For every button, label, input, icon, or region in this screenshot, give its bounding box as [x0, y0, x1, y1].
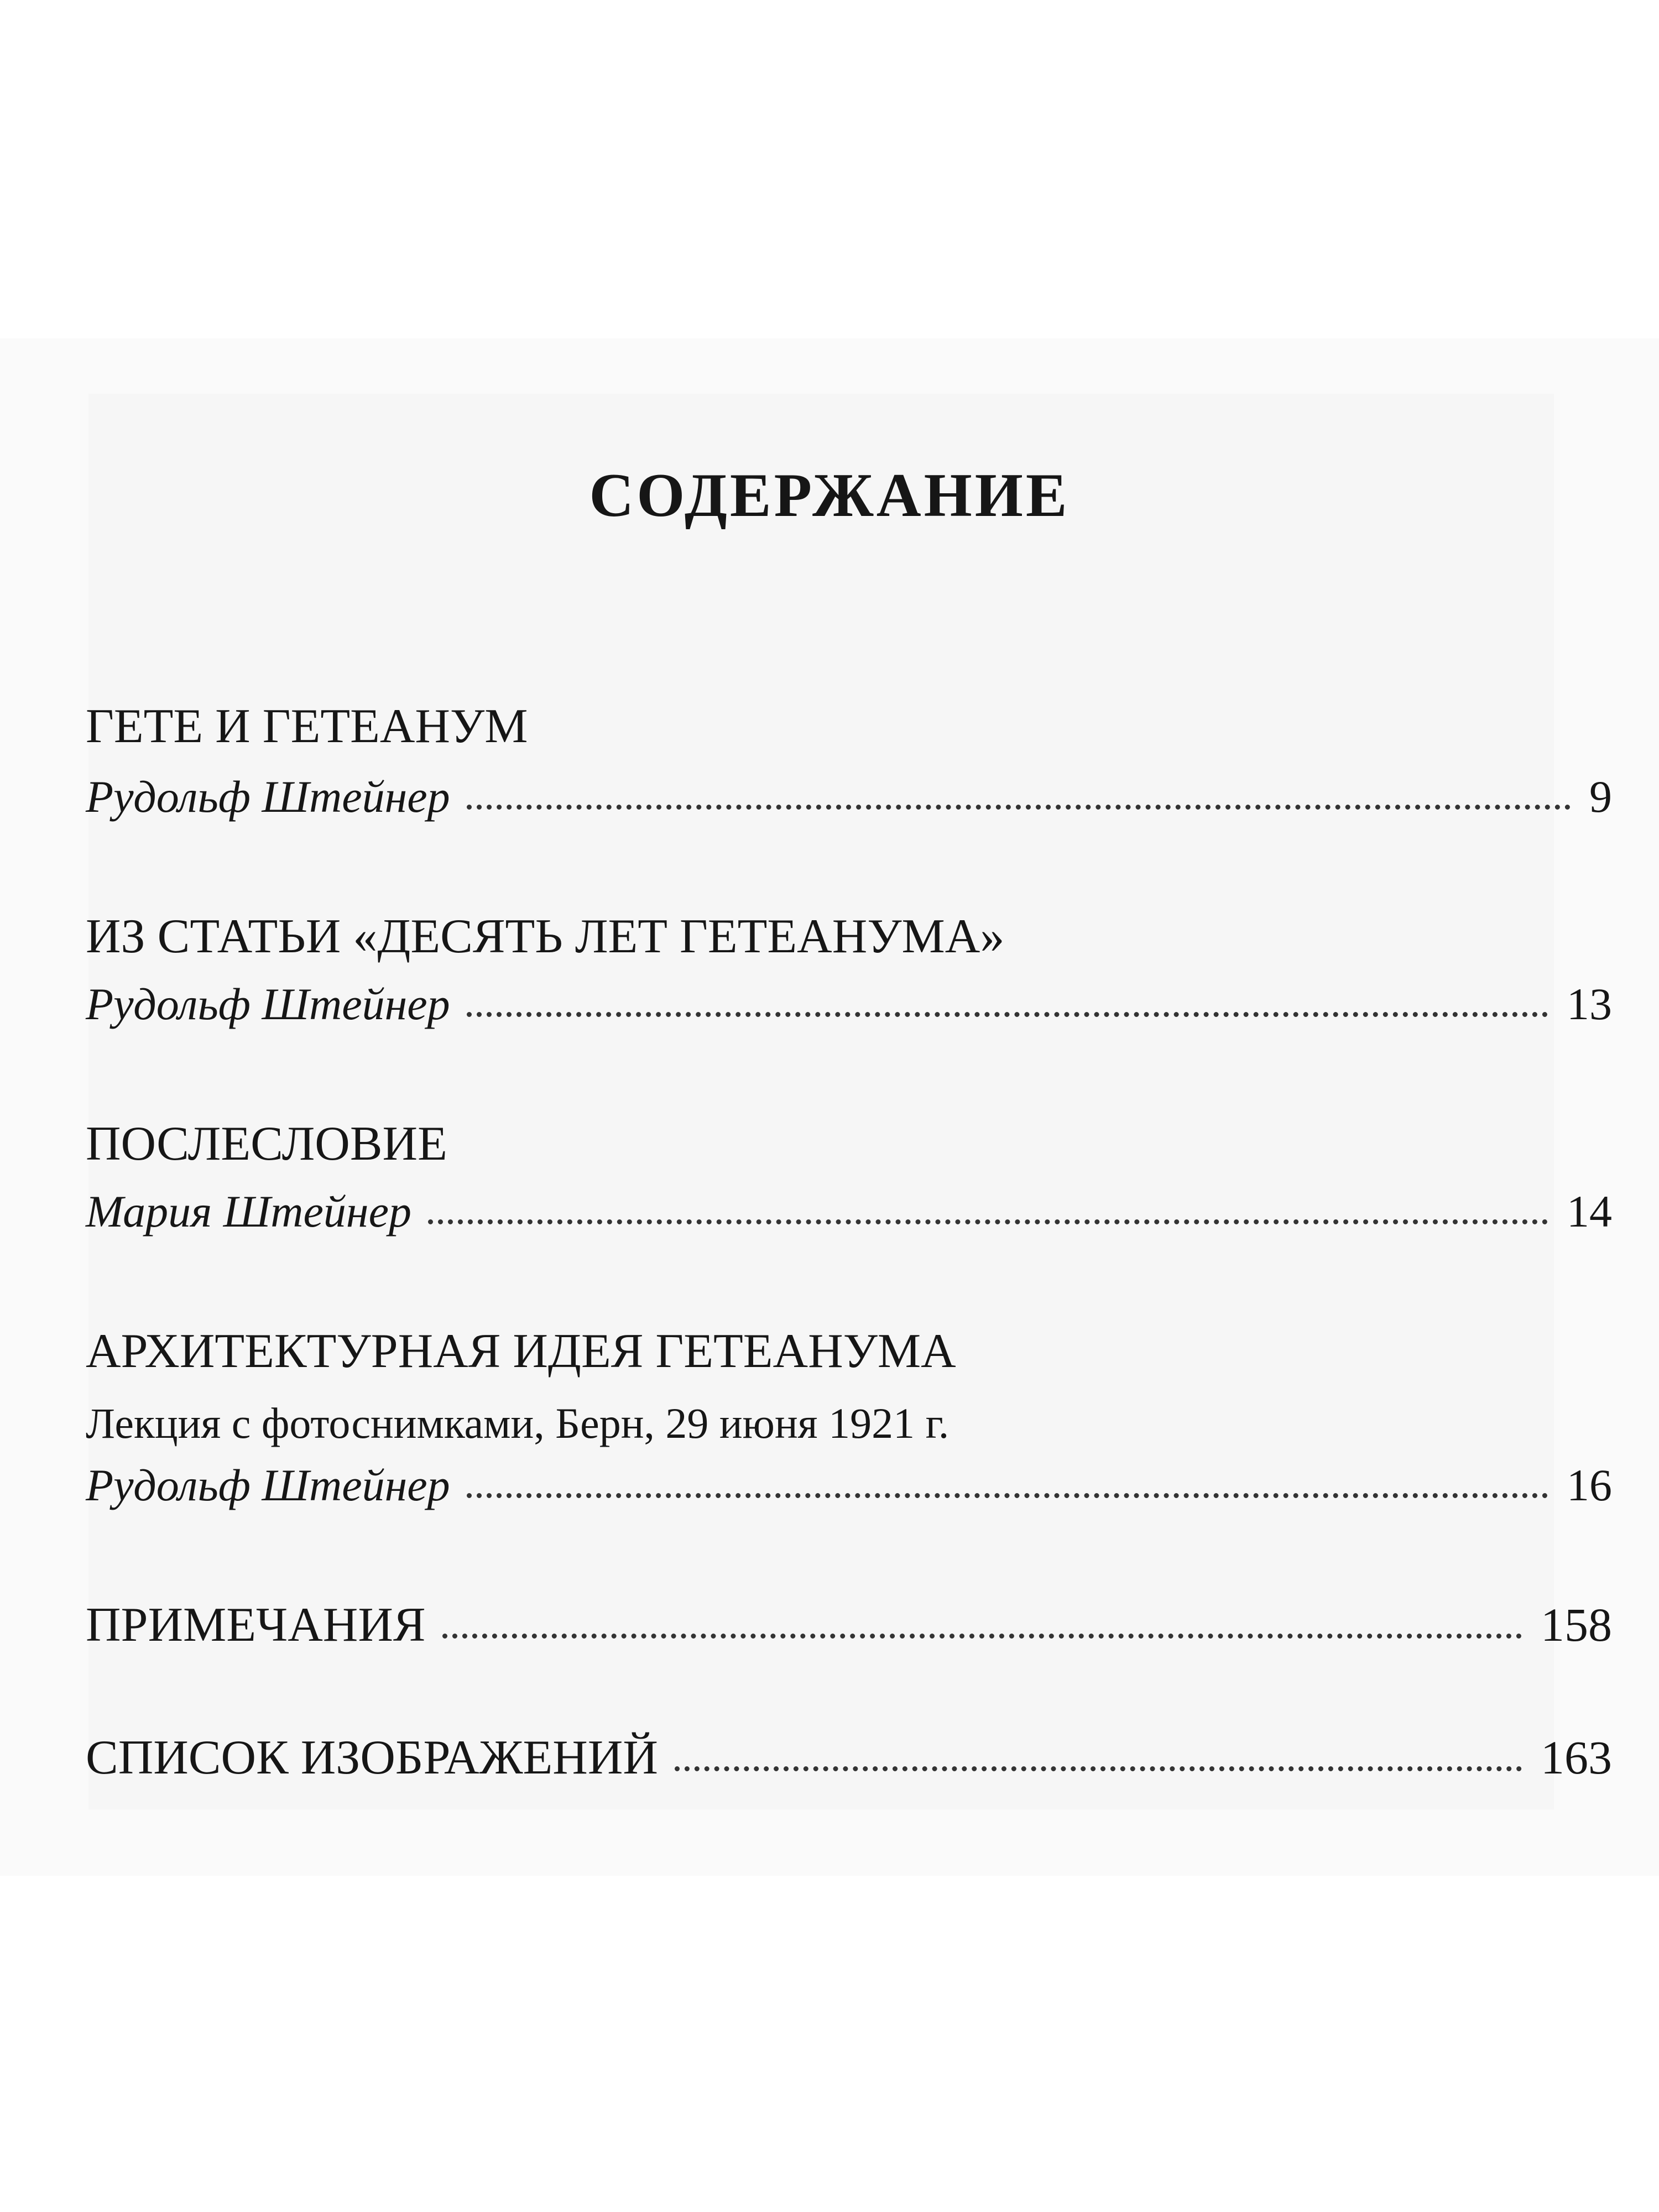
entry-page-number: 9 [1589, 771, 1612, 822]
toc-entry-heading [86, 912, 1612, 961]
entry-author: Рудольф Штейнер [86, 1460, 450, 1510]
toc-entry-row[interactable] [86, 1731, 1612, 1785]
entry-heading: ИЗ СТАТЬИ «ДЕСЯТЬ ЛЕТ ГЕТЕАНУМА» [86, 910, 1005, 963]
toc-entry-author-row[interactable] [86, 1460, 1612, 1510]
entry-page-number: 163 [1541, 1731, 1612, 1784]
entry-heading: СПИСОК ИЗОБРАЖЕНИЙ [86, 1731, 658, 1785]
entry-heading: АРХИТЕКТУРНАЯ ИДЕЯ ГЕТЕАНУМА [86, 1324, 956, 1378]
toc-title: СОДЕРЖАНИЕ [589, 461, 1070, 530]
entry-page-number: 13 [1567, 979, 1612, 1029]
page-tint [88, 394, 1554, 1809]
entry-heading: ПРИМЕЧАНИЯ [86, 1598, 426, 1652]
toc-entry-heading [86, 1117, 1612, 1171]
toc-entry-heading [86, 702, 1612, 751]
toc-entry-author-row[interactable] [86, 771, 1612, 822]
dot-leader [675, 1766, 1522, 1771]
toc-entry-author-row[interactable] [86, 979, 1612, 1029]
entry-page-number: 158 [1541, 1598, 1612, 1651]
dot-leader [442, 1634, 1522, 1639]
entry-author: Рудольф Штейнер [86, 771, 450, 822]
dot-leader [467, 805, 1571, 810]
toc-entry-heading [86, 1324, 1612, 1378]
dot-leader [467, 1012, 1548, 1017]
toc-entry-row[interactable] [86, 1598, 1612, 1652]
entry-author: Рудольф Штейнер [86, 979, 450, 1029]
dot-leader [467, 1493, 1548, 1498]
toc-entry-author-row[interactable] [86, 1186, 1612, 1237]
entry-heading: ГЕТЕ И ГЕТЕАНУМ [86, 700, 528, 753]
entry-heading: ПОСЛЕСЛОВИЕ [86, 1117, 447, 1171]
entry-page-number: 14 [1567, 1186, 1612, 1237]
entry-author: Мария Штейнер [86, 1186, 411, 1237]
entry-page-number: 16 [1567, 1460, 1612, 1510]
toc-entry-subtitle-row [86, 1399, 1612, 1447]
dot-leader [428, 1219, 1548, 1224]
entry-subtitle: Лекция с фотоснимками, Берн, 29 июня 1921 г. [86, 1399, 950, 1447]
